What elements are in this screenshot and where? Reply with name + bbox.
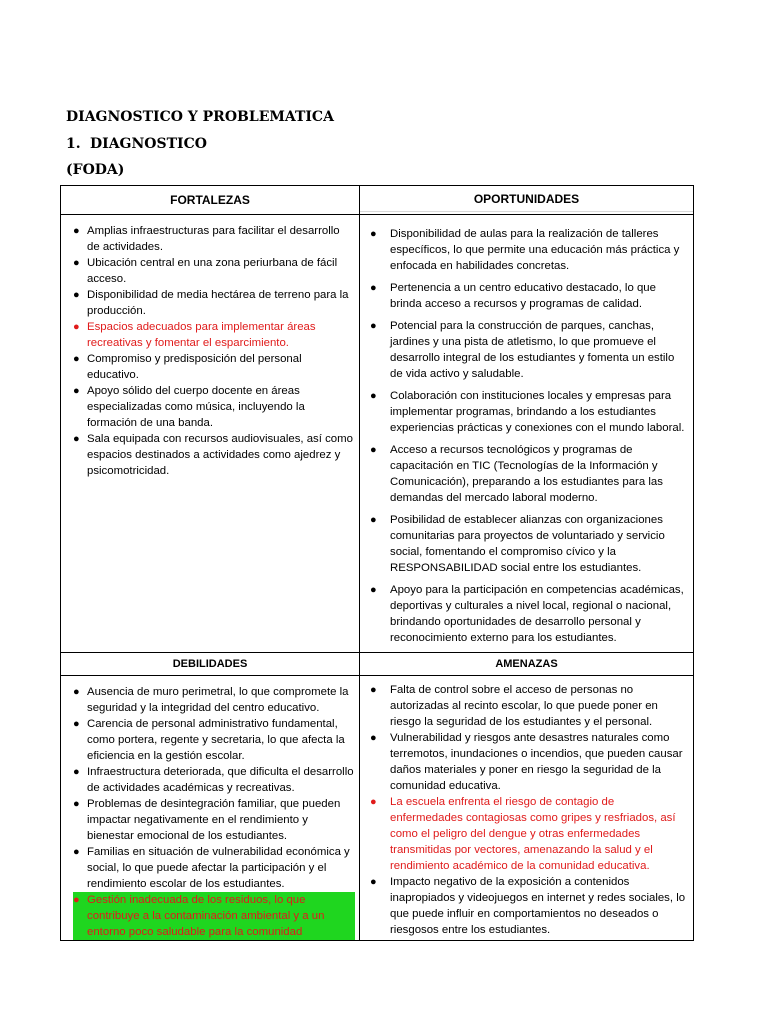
bullet-icon: ● bbox=[73, 766, 80, 778]
debilidades-list bbox=[61, 676, 359, 940]
amenazas-list bbox=[360, 676, 693, 938]
fortalezas-cell bbox=[61, 215, 360, 653]
list-item bbox=[73, 764, 355, 796]
fortaleza-text: Ubicación central en una zona periurbana de fácil acceso. bbox=[87, 257, 338, 285]
list-item bbox=[370, 730, 687, 794]
foda-table bbox=[60, 185, 694, 941]
fortaleza-text: Amplias infraestructuras para facilitar el desarrollo de actividades. bbox=[87, 225, 340, 253]
amenazas-cell bbox=[360, 676, 694, 941]
debilidad-text: Problemas de desintegración familiar, que pueden impactar negativamente en el rendimiento y bienestar emocional de los estudiantes. bbox=[87, 798, 341, 842]
bullet-icon: ● bbox=[73, 257, 80, 269]
body-row-bottom bbox=[61, 676, 694, 941]
debilidad-text: Ausencia de muro perimetral, lo que compromete la seguridad y la integridad del centro educativo. bbox=[87, 686, 349, 714]
bullet-icon: ● bbox=[73, 321, 80, 333]
document-title: DIAGNOSTICO Y PROBLEMATICA bbox=[66, 109, 334, 125]
bullet-icon: ● bbox=[370, 876, 377, 888]
oportunidad-text: Pertenencia a un centro educativo destacado, lo que brinda acceso a recursos y programas de calidad. bbox=[390, 282, 656, 310]
amenaza-text: Vulnerabilidad y riesgos ante desastres naturales como terremotos, inundaciones o incendios, que pueden causar daños materiales y poner en riesgo la seguridad de la comunidad educativa. bbox=[390, 732, 683, 792]
list-item bbox=[73, 287, 355, 319]
bullet-icon: ● bbox=[73, 433, 80, 445]
section-heading bbox=[66, 136, 207, 152]
list-item bbox=[73, 223, 355, 255]
oportunidad-text: Colaboración con instituciones locales y empresas para implementar programas, brindando a los estudiantes experiencias prácticas y conexiones con el mundo laboral. bbox=[390, 390, 685, 434]
section-number: 1. bbox=[66, 136, 81, 152]
bullet-icon: ● bbox=[370, 320, 377, 332]
bullet-icon: ● bbox=[73, 289, 80, 301]
bullet-icon: ● bbox=[370, 228, 377, 240]
fortalezas-header: FORTALEZAS bbox=[61, 186, 360, 215]
bullet-icon: ● bbox=[370, 390, 377, 402]
fortaleza-text: Disponibilidad de media hectárea de terreno para la producción. bbox=[87, 289, 349, 317]
foda-subtitle: (FODA) bbox=[66, 162, 125, 178]
list-item bbox=[73, 255, 355, 287]
bullet-icon: ● bbox=[73, 894, 80, 906]
amenaza-text: La escuela enfrenta el riesgo de contagio de enfermedades contagiosas como gripes y resfriados, así como el peligro del dengue y otras enfermedades transmitidas por vectores, amenazando la salud y el rendimiento académico de la comunidad educativa. bbox=[390, 796, 676, 872]
list-item bbox=[370, 226, 687, 274]
debilidad-text: Familias en situación de vulnerabilidad económica y social, lo que puede afectar la participación y el rendimiento escolar de los estudiantes. bbox=[87, 846, 350, 890]
list-item bbox=[370, 318, 687, 382]
debilidad-text: Infraestructura deteriorada, que dificulta el desarrollo de actividades académicas y recreativas. bbox=[87, 766, 354, 794]
list-item bbox=[73, 351, 355, 383]
list-item bbox=[73, 716, 355, 764]
oportunidad-text: Apoyo para la participación en competencias académicas, deportivas y culturales a nivel local, regional o nacional, brindando oportunidades de desarrollo personal y reconocimiento externo para los estudiantes. bbox=[390, 584, 684, 644]
bullet-icon: ● bbox=[73, 798, 80, 810]
list-item bbox=[73, 431, 355, 479]
oportunidad-text: Posibilidad de establecer alianzas con organizaciones comunitarias para proyectos de voluntariado y servicio social, fomentando el compromiso cívico y la RESPONSABILIDAD social entre los estudiantes. bbox=[390, 514, 665, 574]
bullet-icon: ● bbox=[73, 846, 80, 858]
fortaleza-text: Sala equipada con recursos audiovisuales, así como espacios destinados a actividades como ajedrez y psicomotricidad. bbox=[87, 433, 353, 477]
list-item bbox=[370, 874, 687, 938]
bullet-icon: ● bbox=[73, 686, 80, 698]
body-row-top bbox=[61, 215, 694, 653]
list-item bbox=[370, 682, 687, 730]
header-row-bottom bbox=[61, 653, 694, 676]
bullet-icon: ● bbox=[370, 444, 377, 456]
list-item bbox=[370, 442, 687, 506]
fortaleza-text: Apoyo sólido del cuerpo docente en áreas especializadas como música, incluyendo la formación de una banda. bbox=[87, 385, 305, 429]
amenazas-header: AMENAZAS bbox=[360, 653, 694, 676]
list-item bbox=[370, 280, 687, 312]
list-item bbox=[73, 796, 355, 844]
bullet-icon: ● bbox=[73, 718, 80, 730]
debilidad-text: Carencia de personal administrativo fundamental, como portera, regente y secretaria, lo que afecta la eficiencia en la gestión escolar. bbox=[87, 718, 345, 762]
list-item-highlighted bbox=[73, 892, 355, 940]
fortalezas-list bbox=[61, 215, 359, 479]
bullet-icon: ● bbox=[370, 514, 377, 526]
list-item bbox=[370, 388, 687, 436]
bullet-icon: ● bbox=[370, 584, 377, 596]
bullet-icon: ● bbox=[73, 353, 80, 365]
oportunidad-text: Potencial para la construcción de parques, canchas, jardines y una pista de atletismo, lo que promueve el desarrollo integral de los estudiantes y fomenta un estilo de vida activo y saludable. bbox=[390, 320, 675, 380]
oportunidad-text: Acceso a recursos tecnológicos y programas de capacitación en TIC (Tecnologías de la Información y Comunicación), preparando a los estudiantes para las demandas del mercado laboral moderno. bbox=[390, 444, 663, 504]
header-row-top bbox=[61, 186, 694, 215]
bullet-icon: ● bbox=[370, 684, 377, 696]
oportunidades-list bbox=[360, 215, 693, 646]
list-item bbox=[73, 844, 355, 892]
bullet-icon: ● bbox=[73, 385, 80, 397]
bullet-icon: ● bbox=[370, 732, 377, 744]
list-item bbox=[73, 319, 355, 351]
amenaza-text: Impacto negativo de la exposición a contenidos inapropiados y videojuegos en internet y redes sociales, lo que puede influir en comportamientos no deseados o riesgosos entre los estudiantes. bbox=[390, 876, 686, 936]
amenaza-text: Falta de control sobre el acceso de personas no autorizadas al recinto escolar, lo que puede poner en riesgo la seguridad de los estudiantes y el personal. bbox=[390, 684, 658, 728]
oportunidades-header: OPORTUNIDADES bbox=[360, 188, 693, 212]
bullet-icon: ● bbox=[370, 796, 377, 808]
oportunidades-header-cell bbox=[360, 186, 694, 215]
oportunidades-cell bbox=[360, 215, 694, 653]
bullet-icon: ● bbox=[370, 282, 377, 294]
debilidades-cell bbox=[61, 676, 360, 941]
section-title: DIAGNOSTICO bbox=[90, 136, 207, 152]
fortaleza-text: Espacios adecuados para implementar áreas recreativas y fomentar el esparcimiento. bbox=[87, 321, 316, 349]
list-item bbox=[73, 684, 355, 716]
bullet-icon: ● bbox=[73, 225, 80, 237]
debilidades-header: DEBILIDADES bbox=[61, 653, 360, 676]
list-item bbox=[370, 794, 687, 874]
oportunidad-text: Disponibilidad de aulas para la realización de talleres específicos, lo que permite una educación más práctica y enfocada en habilidades concretas. bbox=[390, 228, 680, 272]
list-item bbox=[370, 512, 687, 576]
list-item bbox=[370, 582, 687, 646]
fortaleza-text: Compromiso y predisposición del personal educativo. bbox=[87, 353, 302, 381]
debilidad-text: Gestión inadecuada de los residuos, lo que contribuye a la contaminación ambiental y a un entorno poco saludable para la comunidad bbox=[87, 894, 325, 938]
list-item bbox=[73, 383, 355, 431]
